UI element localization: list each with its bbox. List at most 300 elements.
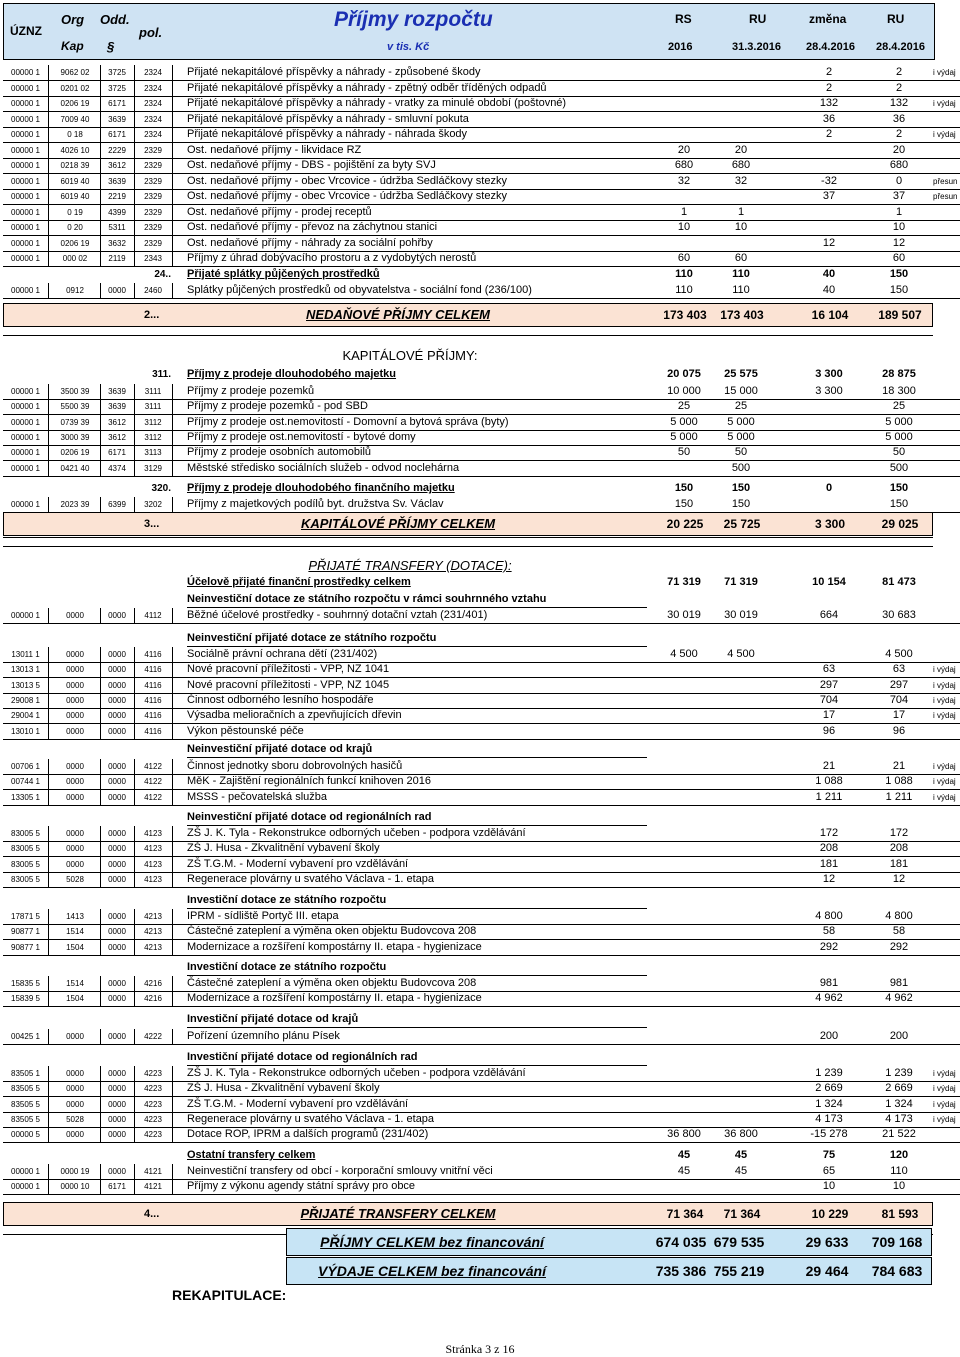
group-heading xyxy=(3,810,960,825)
note-cell: přesun xyxy=(933,192,958,201)
item-cell: 4223 xyxy=(134,1097,173,1112)
ujnz-cell: 00000 1 xyxy=(3,608,49,623)
ru-new-value: 1 088 xyxy=(885,775,913,788)
item-cell: 2460 xyxy=(134,283,173,298)
ru-new-value: 1 211 xyxy=(885,790,913,803)
note-cell xyxy=(933,857,960,872)
section-value: 150 xyxy=(731,482,751,494)
note-cell xyxy=(933,924,960,939)
description-cell: ZŠ J. K. Tyla - Rekonstrukce odborných učeben - podpora vzdělávání xyxy=(187,827,526,839)
section-title: Příjmy z prodeje dlouhodobého finančního majetku xyxy=(187,482,455,494)
item-cell: 4116 xyxy=(134,693,173,708)
ru-new-value: 20 xyxy=(892,143,906,156)
note-cell xyxy=(933,461,960,476)
table-row xyxy=(3,205,960,221)
ujnz-cell: 00000 1 xyxy=(3,399,49,414)
grand-total-value: 755 219 xyxy=(713,1263,765,1279)
table-row xyxy=(3,158,960,174)
kap-label: Kap xyxy=(61,39,84,53)
total-code: 3... xyxy=(144,518,160,530)
item-cell: 4223 xyxy=(134,1081,173,1096)
ujnz-cell: 83505 5 xyxy=(3,1081,49,1096)
section-title: Účelově přijaté finanční prostředky celkem xyxy=(187,576,411,588)
total-title: KAPITÁLOVÉ PŘÍJMY CELKEM xyxy=(300,516,496,531)
change-value: -15 278 xyxy=(810,1128,848,1141)
description-cell: Ost. nedaňové příjmy - prodej receptů xyxy=(187,205,372,218)
paragraph-cell: 3639 xyxy=(100,384,135,399)
ru-value: 110 xyxy=(732,284,750,296)
paragraph-cell: 3725 xyxy=(100,81,135,96)
org-cell: 0218 39 xyxy=(50,158,101,173)
grand-total-row xyxy=(286,1257,932,1285)
table-row xyxy=(3,826,960,842)
ru-new-value: 4 173 xyxy=(885,1112,913,1125)
group-heading-text: Neinvestiční přijaté dotace od krajů xyxy=(187,742,647,758)
description-cell: Příjmy z výkonu agendy státní správy pro obce xyxy=(187,1180,416,1193)
description-cell: Modernizace a rozšíření kompostárny II. etapa - hygienizace xyxy=(187,992,482,1005)
ru-value: 15 000 xyxy=(724,385,758,397)
grand-total-value: 29 633 xyxy=(805,1234,849,1250)
org-cell: 0000 xyxy=(50,662,101,677)
total-value: 16 104 xyxy=(811,308,849,322)
description-cell: ZŠ J. Husa - Zkvalitnění vybavení školy xyxy=(187,842,380,855)
description-cell: Dotace ROP, IPRM a dalších programů (231/402) xyxy=(187,1128,429,1141)
note-cell xyxy=(933,220,960,235)
total-value: 3 300 xyxy=(814,517,846,531)
page-footer: Stránka 3 z 16 xyxy=(445,1342,515,1356)
item-cell: 4116 xyxy=(134,647,173,662)
description-cell: ZŠ J. K. Tyla - Rekonstrukce odborných učeben - podpora vzdělávání xyxy=(187,1067,526,1079)
change-value: 40 xyxy=(822,284,836,296)
description-cell: Nové pracovní příležitosti - VPP, NZ 1041 xyxy=(187,663,390,676)
change-value: 36 xyxy=(822,112,836,125)
subtotal-row xyxy=(3,1148,960,1163)
section-value: 40 xyxy=(822,268,836,280)
ru-value: 5 000 xyxy=(727,430,755,443)
paragraph-cell: 3725 xyxy=(100,65,135,80)
group-heading-text: Investiční přijaté dotace od krajů xyxy=(187,1012,647,1028)
ru-value xyxy=(711,81,771,96)
ujnz-cell: 83505 5 xyxy=(3,1112,49,1127)
paragraph-cell: 6171 xyxy=(100,445,135,460)
rs-value: 10 xyxy=(677,221,691,233)
ujnz-cell: 00000 1 xyxy=(3,143,49,158)
ru-value xyxy=(711,96,771,111)
note-cell: i výdaj xyxy=(933,680,956,690)
note-cell: i výdaj xyxy=(933,99,956,108)
org-cell: 0421 40 xyxy=(50,461,101,476)
org-cell: 0201 02 xyxy=(50,81,101,96)
paragraph-cell: 0000 xyxy=(100,790,135,805)
ujnz-cell: 13011 1 xyxy=(3,647,49,662)
total-code: 2... xyxy=(144,309,160,321)
table-row xyxy=(3,940,960,956)
description-cell: Příjmy z prodeje pozemků - pod SBD xyxy=(187,400,368,413)
subtotal-row xyxy=(3,481,960,496)
paragraph-cell: 3639 xyxy=(100,174,135,189)
org-cell: 4026 10 xyxy=(50,143,101,158)
section-code: 320. xyxy=(151,483,171,494)
change-value: 96 xyxy=(822,724,836,737)
rs-value xyxy=(654,189,714,204)
change-value: 21 xyxy=(822,760,836,772)
description-cell: IPRM - sídliště Portyč III. etapa xyxy=(187,910,339,922)
change-value: 172 xyxy=(819,827,839,839)
org-cell: 1504 xyxy=(50,991,101,1006)
ujnz-cell: 83005 5 xyxy=(3,841,49,856)
total-value: 71 364 xyxy=(723,1207,761,1221)
rs-value xyxy=(654,708,714,723)
ru-value: 500 xyxy=(731,461,751,474)
ru-new-value: 704 xyxy=(889,693,909,706)
change-value: 181 xyxy=(819,857,839,870)
ru-new-value: 208 xyxy=(889,842,909,855)
description-cell: Neinvestiční transfery od obcí - korporační smlouvy vnitřní věci xyxy=(187,1165,493,1177)
rs-value xyxy=(654,1112,714,1127)
ujnz-cell: 00000 1 xyxy=(3,283,49,298)
ru-value xyxy=(711,693,771,708)
org-cell: 0000 xyxy=(50,708,101,723)
ru-value xyxy=(711,841,771,856)
paragraph-cell: 0000 xyxy=(100,1029,135,1044)
rs-value xyxy=(654,924,714,939)
item-cell: 4213 xyxy=(134,940,173,955)
rs-value xyxy=(654,826,714,841)
org-cell: 0 19 xyxy=(50,205,101,220)
table-row xyxy=(3,415,960,431)
section-title: Ostatní transfery celkem xyxy=(187,1149,316,1161)
org-cell: 5500 39 xyxy=(50,399,101,414)
ujnz-cell: 29004 1 xyxy=(3,708,49,723)
org-cell: 0000 xyxy=(50,608,101,623)
item-cell: 2329 xyxy=(134,220,173,235)
ru-value: 30 019 xyxy=(724,609,758,621)
grand-total-title: VÝDAJE CELKEM bez financování xyxy=(318,1263,546,1279)
change-value: 1 211 xyxy=(815,790,843,803)
rekapitulace-label: REKAPITULACE: xyxy=(172,1287,287,1303)
note-cell xyxy=(933,143,960,158)
change-value: 297 xyxy=(819,678,839,691)
ru-new-value: 58 xyxy=(892,925,906,938)
note-cell xyxy=(933,415,960,430)
ru-new-value: 150 xyxy=(889,498,909,510)
section-value: 71 319 xyxy=(667,576,701,588)
change-value: 1 088 xyxy=(815,775,843,788)
description-cell: MěK - Zajištění regionálních funkcí knihoven 2016 xyxy=(187,775,431,788)
ru-new-value: 110 xyxy=(890,1165,908,1177)
ru-value xyxy=(711,127,771,142)
ujnz-cell: 00000 1 xyxy=(3,81,49,96)
org-cell: 0000 xyxy=(50,1127,101,1142)
note-cell: i výdaj xyxy=(933,792,956,802)
org-cell: 0 18 xyxy=(50,127,101,142)
group-heading xyxy=(3,592,960,607)
ujnz-cell: 00000 1 xyxy=(3,497,49,512)
ru-value xyxy=(711,872,771,887)
ru-value xyxy=(711,112,771,127)
change-value: 208 xyxy=(819,842,839,855)
rs-value: 20 xyxy=(677,143,691,156)
rs-value: 5 000 xyxy=(670,430,698,443)
kapitalove-title: KAPITÁLOVÉ PŘÍJMY: xyxy=(342,348,478,363)
rs-value xyxy=(654,112,714,127)
ru-new-value: 4 500 xyxy=(885,648,913,660)
ru-value xyxy=(711,790,771,805)
grand-total-value: 674 035 xyxy=(655,1234,707,1250)
change-value xyxy=(799,251,859,266)
total-value: 173 403 xyxy=(720,308,764,322)
ru-value xyxy=(711,1066,771,1081)
ru-value xyxy=(711,1112,771,1127)
ru-value xyxy=(711,724,771,739)
change-value xyxy=(799,399,859,414)
paragraph-cell: 3612 xyxy=(100,158,135,173)
org-cell: 1504 xyxy=(50,940,101,955)
ru-value xyxy=(711,774,771,789)
paragraph-cell: 0000 xyxy=(100,1081,135,1096)
org-cell: 000 02 xyxy=(50,251,101,266)
paragraph-cell: 0000 xyxy=(100,1097,135,1112)
note-cell: i výdaj xyxy=(933,665,956,675)
table-row xyxy=(3,1127,960,1143)
change-value: 4 173 xyxy=(815,1112,843,1125)
paragraph-cell: 0000 xyxy=(100,1066,135,1081)
ru-new-value: 172 xyxy=(889,827,909,839)
group-heading-text: Investiční přijaté dotace od regionálních rad xyxy=(187,1050,647,1066)
section-value: 110 xyxy=(732,268,750,280)
org-cell: 0000 xyxy=(50,724,101,739)
item-cell: 4122 xyxy=(134,759,173,774)
table-row xyxy=(3,236,960,252)
paragraph-cell: 0000 xyxy=(100,1164,135,1179)
change-value: 2 xyxy=(825,128,833,140)
ujnz-cell: 00744 1 xyxy=(3,774,49,789)
paragraph-cell: 0000 xyxy=(100,693,135,708)
table-row xyxy=(3,399,960,415)
rs-value: 30 019 xyxy=(667,609,701,621)
ujnz-cell: 90877 1 xyxy=(3,940,49,955)
note-cell: i výdaj xyxy=(933,130,956,139)
change-value xyxy=(799,415,859,430)
ujnz-cell: 00000 1 xyxy=(3,430,49,445)
description-cell: Příjmy z prodeje ost.nemovitostí - Domovní a bytová správa (byty) xyxy=(187,415,509,428)
change-value: 12 xyxy=(822,872,836,885)
org-cell: 6019 40 xyxy=(50,174,101,189)
item-cell: 4223 xyxy=(134,1127,173,1142)
ru-new-value: 2 xyxy=(895,81,903,94)
table-row xyxy=(3,790,960,806)
ru-new-value: 21 522 xyxy=(882,1128,916,1141)
section-value: 110 xyxy=(675,268,693,280)
paragraph-cell: 3639 xyxy=(100,399,135,414)
rs-value xyxy=(654,127,714,142)
ru-new-value: 680 xyxy=(889,159,909,171)
rs-value xyxy=(654,790,714,805)
change-value: 981 xyxy=(819,977,839,989)
item-cell: 2343 xyxy=(134,251,173,266)
description-cell: Činnost jednotky sboru dobrovolných hasičů xyxy=(187,760,403,772)
change-value: 2 xyxy=(825,66,833,78)
rs-value: 10 000 xyxy=(667,385,701,397)
item-cell: 2329 xyxy=(134,189,173,204)
paragraph-cell: 0000 xyxy=(100,708,135,723)
note-cell xyxy=(933,81,960,96)
rs-value xyxy=(654,841,714,856)
change-value: 12 xyxy=(822,236,836,249)
note-cell xyxy=(933,445,960,460)
group-heading xyxy=(3,631,960,646)
table-row xyxy=(3,96,960,112)
ujnz-cell: 13013 1 xyxy=(3,662,49,677)
ru-value xyxy=(711,991,771,1006)
item-cell: 3112 xyxy=(134,430,173,445)
table-row xyxy=(3,724,960,740)
org-cell: 1413 xyxy=(50,909,101,924)
ru-new-value: 2 669 xyxy=(885,1082,913,1095)
ujnz-cell: 00000 1 xyxy=(3,65,49,80)
table-row xyxy=(3,112,960,128)
ru-new-value: 2 xyxy=(895,128,903,140)
note-cell xyxy=(933,430,960,445)
table-row xyxy=(3,384,960,400)
ujnz-cell: 00425 1 xyxy=(3,1029,49,1044)
change-value xyxy=(799,143,859,158)
org-cell: 0912 xyxy=(50,283,101,298)
change-value: 63 xyxy=(822,663,836,676)
org-cell: 0000 xyxy=(50,1029,101,1044)
table-row xyxy=(3,283,960,299)
col-zmena-header: změna xyxy=(809,12,847,26)
change-value: 65 xyxy=(822,1165,836,1177)
grand-total-value: 679 535 xyxy=(713,1234,765,1250)
item-cell: 2324 xyxy=(134,81,173,96)
table-row xyxy=(3,608,960,624)
odd-label: Odd. xyxy=(100,12,130,27)
col-zmena-sub: 28.4.2016 xyxy=(806,41,855,53)
table-row xyxy=(3,708,960,724)
ru-new-value: 200 xyxy=(889,1030,909,1042)
table-row xyxy=(3,1066,960,1082)
ru-new-value: 12 xyxy=(892,872,906,885)
table-row xyxy=(3,662,960,678)
org-cell: 3000 39 xyxy=(50,430,101,445)
ujnz-cell: 00000 1 xyxy=(3,205,49,220)
rs-value xyxy=(654,662,714,677)
ru-value: 60 xyxy=(734,252,748,264)
item-cell: 3202 xyxy=(134,497,173,512)
ru-value xyxy=(711,1097,771,1112)
description-cell: Výsadba melioračních a zpevňujících dřevin xyxy=(187,709,402,722)
ujnz-cell: 00000 1 xyxy=(3,220,49,235)
description-cell: Nové pracovní příležitosti - VPP, NZ 1045 xyxy=(187,678,390,691)
change-value: 17 xyxy=(822,709,836,722)
ru-value xyxy=(711,65,771,80)
change-value xyxy=(799,445,859,460)
org-cell: 0000 xyxy=(50,1066,101,1081)
rs-value xyxy=(654,1097,714,1112)
note-cell: i výdaj xyxy=(933,777,956,787)
ru-value xyxy=(711,759,771,774)
grand-total-value: 709 168 xyxy=(871,1234,923,1250)
table-row xyxy=(3,678,960,694)
note-cell xyxy=(933,940,960,955)
ru-new-value: 5 000 xyxy=(885,430,913,443)
ujnz-cell: 83005 5 xyxy=(3,872,49,887)
description-cell: Ost. nedaňové příjmy - DBS - pojištění za byty SVJ xyxy=(187,159,436,171)
paragraph-cell: 3632 xyxy=(100,236,135,251)
change-value xyxy=(799,461,859,476)
table-row xyxy=(3,759,960,775)
ru-new-value: 132 xyxy=(889,97,909,109)
group-heading-text: Neinvestiční přijaté dotace ze státního rozpočtu xyxy=(187,631,647,647)
ujnz-cell: 00000 1 xyxy=(3,384,49,399)
note-cell xyxy=(933,647,960,662)
item-cell: 4216 xyxy=(134,991,173,1006)
paragraph-cell: 0000 xyxy=(100,872,135,887)
note-cell: i výdaj xyxy=(933,711,956,721)
ujnz-cell: 00000 1 xyxy=(3,96,49,111)
paragraph-cell: 0000 xyxy=(100,283,135,298)
change-value: 10 xyxy=(822,1180,836,1193)
change-value xyxy=(799,205,859,220)
note-cell: i výdaj xyxy=(933,68,956,77)
ru-new-value: 0 xyxy=(895,174,903,187)
table-row xyxy=(3,1081,960,1097)
paragraph-cell: 0000 xyxy=(100,909,135,924)
paragraph-cell: 2219 xyxy=(100,189,135,204)
ujnz-cell: 83005 5 xyxy=(3,857,49,872)
paragraph-cell: 0000 xyxy=(100,857,135,872)
ru-value: 32 xyxy=(734,174,748,187)
ru-new-value: 292 xyxy=(889,940,909,953)
description-cell: Sociálně právní ochrana dětí (231/402) xyxy=(187,648,378,660)
rs-value: 680 xyxy=(674,159,694,171)
change-value xyxy=(799,497,859,512)
ru-value xyxy=(711,924,771,939)
table-row xyxy=(3,461,960,477)
ru-value: 4 500 xyxy=(727,648,755,660)
item-cell: 4116 xyxy=(134,662,173,677)
group-heading-text: Investiční dotace ze státního rozpočtu xyxy=(187,893,647,909)
col-rs-header: RS xyxy=(675,12,692,26)
ru-new-value: 500 xyxy=(889,461,909,474)
paragraph-cell: 5311 xyxy=(100,220,135,235)
table-row xyxy=(3,174,960,190)
paragraph-cell: 3639 xyxy=(100,112,135,127)
paragraph-cell: 2119 xyxy=(100,251,135,266)
rs-value: 4 500 xyxy=(670,648,698,660)
change-value xyxy=(799,158,859,173)
paragraph-cell: 6399 xyxy=(100,497,135,512)
paragraph-cell: 0000 xyxy=(100,940,135,955)
total-value: 173 403 xyxy=(663,308,707,322)
paragraph-cell: 3612 xyxy=(100,430,135,445)
ru-value: 25 xyxy=(734,400,748,413)
note-cell xyxy=(933,826,960,841)
ujnz-cell: 13010 1 xyxy=(3,724,49,739)
rs-value xyxy=(654,940,714,955)
section-value: 0 xyxy=(825,482,833,494)
ru-new-value: 21 xyxy=(892,760,906,772)
change-value: 1 324 xyxy=(815,1097,843,1110)
ru-new-value: 17 xyxy=(892,709,906,722)
item-cell: 4122 xyxy=(134,790,173,805)
note-cell xyxy=(933,236,960,251)
total-value: 20 225 xyxy=(666,517,704,531)
change-value: 1 239 xyxy=(815,1067,843,1079)
ru-value: 1 xyxy=(737,205,745,218)
paragraph-cell: 0000 xyxy=(100,774,135,789)
